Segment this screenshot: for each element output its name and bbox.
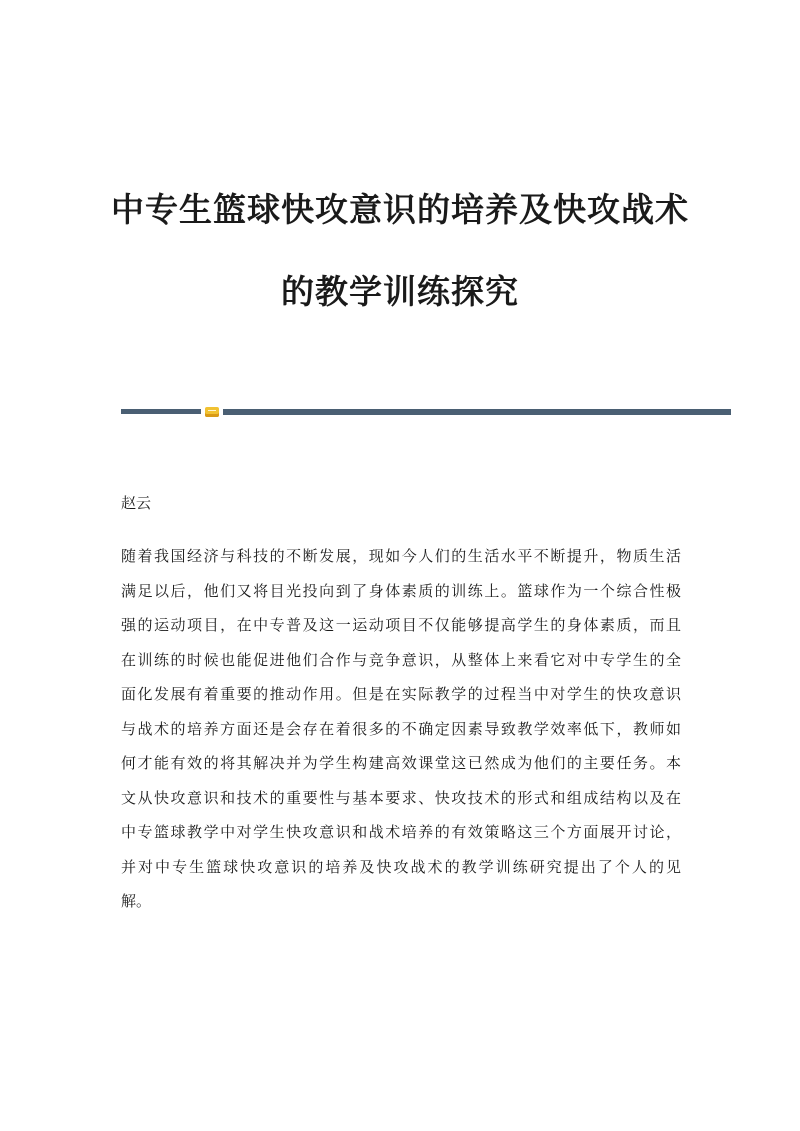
abstract-line: 并对中专生篮球快攻意识的培养及快攻战术的教学训练研究提出了个人的见 (121, 857, 681, 876)
abstract-line: 文从快攻意识和技术的重要性与基本要求、快攻技术的形式和组成结构以及在 (121, 788, 681, 807)
divider-bar-right (223, 409, 731, 415)
author-name: 赵云 (121, 494, 152, 512)
abstract-line: 在训练的时候也能促进他们合作与竞争意识，从整体上来看它对中专学生的全 (121, 650, 681, 669)
abstract-line: 面化发展有着重要的推动作用。但是在实际教学的过程当中对学生的快攻意识 (121, 685, 681, 703)
document-title-line-2: 的教学训练探究 (281, 272, 519, 311)
abstract-line: 满足以后，他们又将目光投向到了身体素质的训练上。篮球作为一个综合性极 (121, 581, 681, 600)
abstract-paragraph (121, 539, 681, 919)
abstract-line: 何才能有效的将其解决并为学生构建高效课堂这已然成为他们的主要任务。本 (121, 754, 681, 772)
abstract-line: 与战术的培养方面还是会存在着很多的不确定因素导致教学效率低下，教师如 (121, 719, 681, 738)
abstract-line: 解。 (121, 892, 152, 910)
abstract-line: 强的运动项目，在中专普及这一运动项目不仅能够提高学生的身体素质，而且 (121, 616, 681, 634)
title-divider (121, 408, 731, 416)
abstract-line: 随着我国经济与科技的不断发展，现如今人们的生活水平不断提升，物质生活 (121, 547, 681, 565)
document-title-line-1: 中专生篮球快攻意识的培养及快攻战术 (111, 190, 689, 229)
document-icon (205, 407, 219, 417)
abstract-line: 中专篮球教学中对学生快攻意识和战术培养的有效策略这三个方面展开讨论， (121, 823, 681, 841)
divider-bar-left (121, 409, 201, 414)
